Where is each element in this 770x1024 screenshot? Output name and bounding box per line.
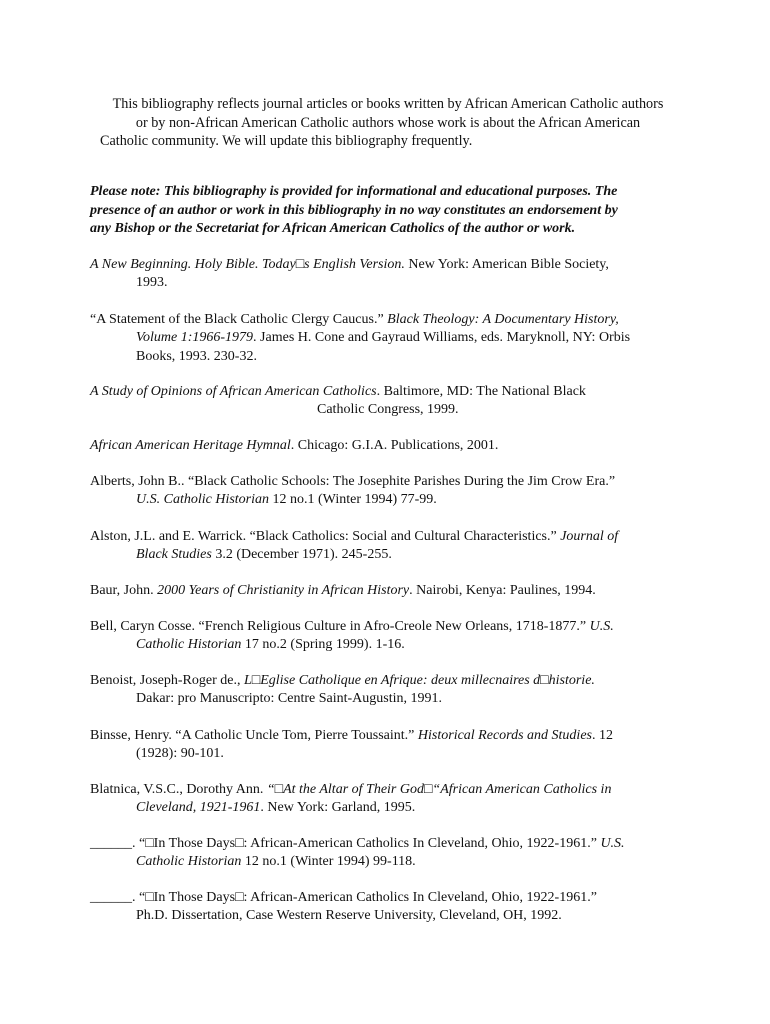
bibliography-entry (90, 781, 690, 818)
entry-text: . Baltimore, MD: The National Black (376, 384, 586, 399)
entry-text: Bell, Caryn Cosse. “French Religious Culture in Afro-Creole New Orleans, 1718-1877.” (90, 619, 590, 634)
entry-line (90, 329, 690, 347)
entry-title: U.S. (589, 619, 614, 634)
entry-title: “□At the Altar of Their God□“African American Catholics in (266, 782, 612, 797)
entry-text: 12 no.1 (Winter 1994) 99-118. (241, 854, 416, 870)
entry-title: 2000 Years of Christianity in African History (157, 583, 410, 598)
entry-title: Black Studies (136, 547, 212, 563)
entry-title: A New Beginning. Holy Bible. Today□s English Version. (90, 257, 405, 272)
bibliography-entry (90, 672, 690, 709)
entry-line (90, 727, 690, 745)
entry-line: (1928): 90-101. (136, 746, 224, 762)
entry-title: Volume 1:1966-1979 (136, 330, 254, 346)
bibliography-entry (90, 582, 690, 600)
bibliography-entry (90, 437, 690, 455)
entry-line (90, 256, 690, 274)
bibliography-entry (90, 473, 690, 510)
entry-title: Journal of (560, 529, 619, 544)
entry-line: ______. “□In Those Days□: African-American Catholics In Cleveland, Ohio, 1922-1961.” (90, 890, 597, 905)
bibliography-entry (90, 618, 690, 655)
bibliography-entry (90, 727, 690, 764)
entry-title: Black Theology: A Documentary History, (387, 312, 619, 327)
entry-title: U.S. Catholic Historian (136, 492, 270, 508)
entry-line (90, 582, 690, 600)
entry-text: Alston, J.L. and E. Warrick. “Black Catholics: Social and Cultural Characteristics.” (90, 529, 561, 544)
entry-title: Catholic Historian (136, 854, 242, 870)
entry-line (90, 546, 690, 564)
entry-title: U.S. (600, 836, 625, 851)
entry-text: . Chicago: G.I.A. Publications, 2001. (290, 438, 499, 453)
bibliography-entry (90, 311, 690, 366)
note-line: Please note: This bibliography is provided for informational and educational purposes. The (90, 184, 618, 199)
entry-title: A Study of Opinions of African American Catholics (90, 384, 377, 399)
entry-text: Benoist, Joseph-Roger de., (90, 673, 244, 688)
entry-text: 17 no.2 (Spring 1999). 1-16. (241, 637, 405, 653)
disclaimer-note (90, 183, 690, 239)
entry-line (90, 835, 690, 853)
entry-line (90, 672, 690, 690)
intro-paragraph (90, 95, 686, 151)
bibliography-entry (90, 528, 690, 565)
bibliography-entry (90, 889, 690, 926)
entry-line: Books, 1993. 230-32. (136, 348, 257, 364)
entry-line (90, 636, 690, 654)
entry-line: Catholic Congress, 1999. (317, 402, 459, 418)
intro-line: or by non-African American Catholic authors whose work is about the African American (135, 114, 641, 131)
entry-text: “A Statement of the Black Catholic Clergy Caucus.” (90, 312, 388, 327)
entry-text: . 12 (591, 728, 613, 743)
bibliography-entry (90, 835, 690, 872)
entry-line (90, 781, 690, 799)
entry-text: 3.2 (December 1971). 245-255. (211, 547, 392, 563)
entry-line (90, 311, 690, 329)
bibliography-entry (90, 256, 690, 293)
entry-title: Catholic Historian (136, 637, 242, 653)
intro-line: This bibliography reflects journal articles or books written by African American Catholic authors (112, 96, 664, 112)
entry-title: African American Heritage Hymnal (90, 438, 291, 453)
entry-title: Cleveland, 1921-1961 (136, 800, 261, 816)
entry-text: ______. “□In Those Days□: African-American Catholics In Cleveland, Ohio, 1922-1961.” (90, 836, 601, 851)
entry-text: Binsse, Henry. “A Catholic Uncle Tom, Pierre Toussaint.” (90, 728, 418, 743)
entry-text: Blatnica, V.S.C., Dorothy Ann. (90, 782, 267, 797)
entry-line (90, 799, 690, 817)
entry-line (90, 528, 690, 546)
bibliography-entry (90, 383, 690, 420)
entry-line: 1993. (136, 275, 168, 291)
entry-line (90, 491, 690, 509)
entry-line (90, 383, 690, 401)
note-line: presence of an author or work in this bibliography in no way constitutes an endorsement by (90, 202, 618, 218)
entry-line (90, 618, 690, 636)
entry-text: . Nairobi, Kenya: Paulines, 1994. (409, 583, 596, 598)
entry-line: Alberts, John B.. “Black Catholic Schools: The Josephite Parishes During the Jim Crow Era.” (90, 474, 616, 489)
entry-line: Ph.D. Dissertation, Case Western Reserve University, Cleveland, OH, 1992. (136, 908, 562, 924)
entry-line (90, 437, 690, 455)
entry-line (90, 853, 690, 871)
entry-title: L□Eglise Catholique en Afrique: deux millecnaires d□historie. (243, 673, 595, 688)
entry-text: 12 no.1 (Winter 1994) 77-99. (269, 492, 437, 508)
entry-text: New York: American Bible Society, (404, 257, 609, 272)
intro-line: Catholic community. We will update this bibliography frequently. (100, 133, 473, 149)
entry-title: Historical Records and Studies (417, 728, 592, 743)
entry-text: Baur, John. (90, 583, 158, 598)
note-line: any Bishop or the Secretariat for African American Catholics of the author or work. (90, 221, 576, 236)
entry-text: . New York: Garland, 1995. (260, 800, 416, 816)
entry-line: Dakar: pro Manuscripto: Centre Saint-Augustin, 1991. (136, 691, 443, 707)
entry-text: . James H. Cone and Gayraud Williams, eds. Maryknoll, NY: Orbis (253, 330, 631, 346)
